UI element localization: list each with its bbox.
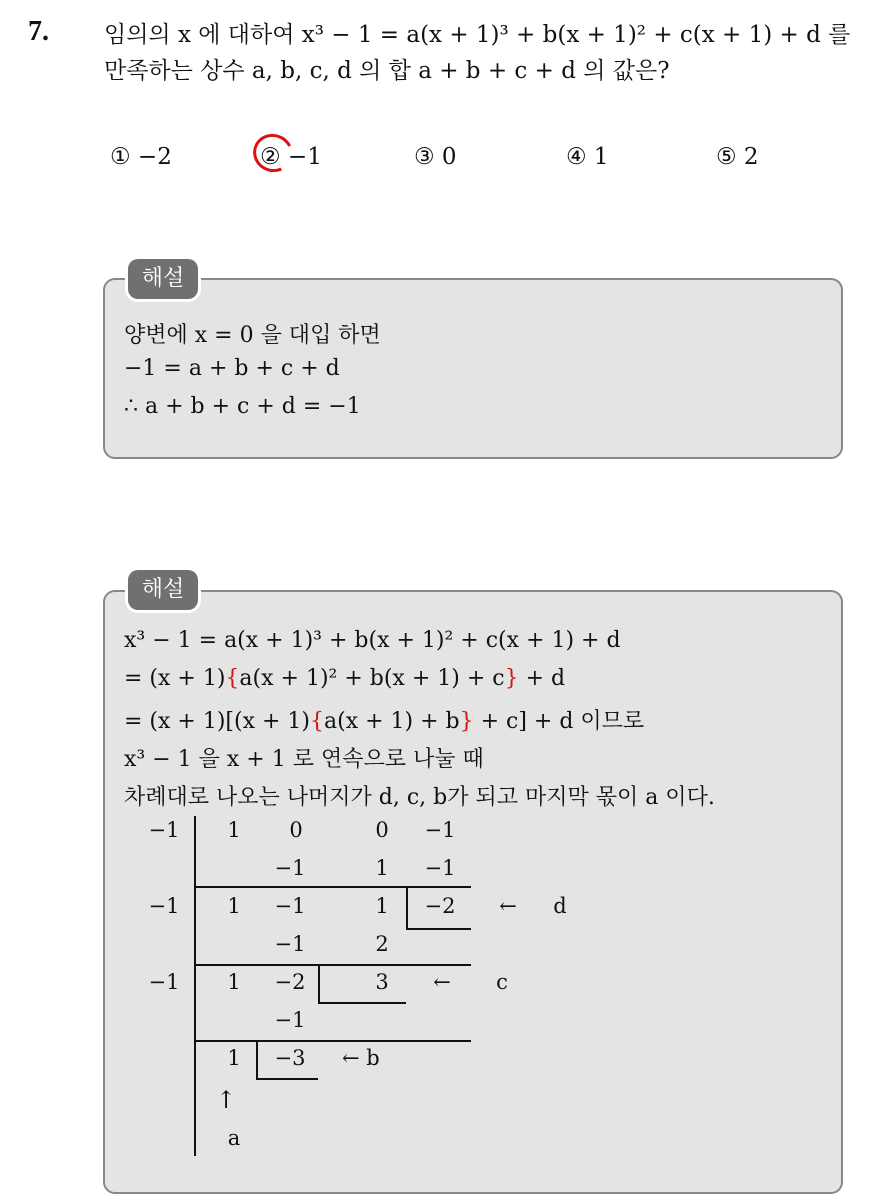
label-a: a bbox=[227, 1126, 241, 1150]
div-r3-remainder: −2 bbox=[424, 894, 456, 918]
red-brace-close: } bbox=[504, 666, 519, 691]
question-text-line2: 만족하는 상수 a, b, c, d 의 합 a + b + c + d 의 값은? bbox=[104, 58, 670, 84]
solution2-line-3 bbox=[124, 704, 644, 735]
div-r1-c3: 0 bbox=[375, 818, 389, 842]
remainder-bracket bbox=[318, 1002, 406, 1004]
arrow-left-icon: ← bbox=[433, 970, 451, 994]
arrow-left-icon: ← bbox=[499, 894, 517, 918]
line3-part-c: a(x + 1) + b bbox=[324, 709, 460, 734]
div-r2-c3: 1 bbox=[375, 856, 389, 880]
answer-mark-circle bbox=[248, 128, 299, 177]
choice-1[interactable]: ① −2 bbox=[110, 144, 172, 170]
div-r1-c4: −1 bbox=[424, 818, 456, 842]
solution2-line-2 bbox=[124, 666, 565, 691]
div-r6-c2: −1 bbox=[274, 1008, 306, 1032]
div-r7-quotient: 1 bbox=[227, 1046, 241, 1070]
division-vertical-bar bbox=[194, 816, 196, 1156]
question-number: 7. bbox=[28, 16, 49, 47]
solution-tag-1: 해설 bbox=[128, 259, 198, 299]
div-r4-c2: −1 bbox=[274, 932, 306, 956]
red-brace-open: { bbox=[225, 666, 240, 691]
choice-5[interactable]: ⑤ 2 bbox=[716, 144, 759, 170]
div-r5-remainder: 3 bbox=[375, 970, 389, 994]
remainder-bracket bbox=[256, 1042, 258, 1080]
div-r7-remainder: −3 bbox=[274, 1046, 306, 1070]
remainder-bracket bbox=[318, 966, 320, 1004]
question-text-line1: 임의의 x 에 대하여 x³ − 1 = a(x + 1)³ + b(x + 1)² + c(x + 1) + d 를 bbox=[104, 22, 851, 48]
label-b: ← b bbox=[342, 1046, 380, 1070]
label-c: c bbox=[496, 970, 508, 994]
line3-part-a: = (x + 1)[(x + 1) bbox=[124, 709, 310, 734]
solution1-line-2: −1 = a + b + c + d bbox=[124, 356, 340, 381]
choice-3[interactable]: ③ 0 bbox=[414, 144, 457, 170]
line3-part-e: + c] + d 이므로 bbox=[473, 709, 645, 734]
div-r5-c2: −2 bbox=[274, 970, 306, 994]
solution-tag-2: 해설 bbox=[128, 570, 198, 610]
div-r5-divisor: −1 bbox=[148, 970, 180, 994]
solution1-line-3: ∴ a + b + c + d = −1 bbox=[124, 394, 361, 419]
div-r2-c2: −1 bbox=[274, 856, 306, 880]
div-r4-c3: 2 bbox=[375, 932, 389, 956]
red-brace-open: { bbox=[310, 709, 324, 734]
div-r1-c1: 1 bbox=[227, 818, 241, 842]
solution2-line-5: 차례대로 나오는 나머지가 d, c, b가 되고 마지막 몫이 a 이다. bbox=[124, 785, 715, 810]
arrow-up-icon: ↑ bbox=[215, 1086, 237, 1114]
division-rule bbox=[195, 1040, 471, 1042]
choice-2[interactable]: ② −1 bbox=[260, 144, 322, 170]
solution2-line-1: x³ − 1 = a(x + 1)³ + b(x + 1)² + c(x + 1) + d bbox=[124, 628, 621, 653]
solution2-line-4: x³ − 1 을 x + 1 로 연속으로 나눌 때 bbox=[124, 747, 484, 772]
remainder-bracket bbox=[256, 1078, 318, 1080]
line2-part-a: = (x + 1) bbox=[124, 666, 226, 691]
div-r3-c2: −1 bbox=[274, 894, 306, 918]
division-rule bbox=[195, 964, 471, 966]
choice-4[interactable]: ④ 1 bbox=[566, 144, 609, 170]
div-r1-c2: 0 bbox=[289, 818, 303, 842]
line2-part-c: a(x + 1)² + b(x + 1) + c bbox=[239, 666, 505, 691]
div-r3-c1: 1 bbox=[227, 894, 241, 918]
label-d: d bbox=[553, 894, 567, 918]
line2-part-e: + d bbox=[518, 666, 566, 691]
red-brace-close: } bbox=[459, 709, 474, 734]
div-r2-c4: −1 bbox=[424, 856, 456, 880]
solution1-line-1: 양변에 x = 0 을 대입 하면 bbox=[124, 323, 381, 348]
division-rule bbox=[195, 886, 471, 888]
remainder-bracket bbox=[406, 928, 471, 930]
div-r3-c3: 1 bbox=[375, 894, 389, 918]
remainder-bracket bbox=[406, 888, 408, 930]
div-r1-divisor: −1 bbox=[148, 818, 180, 842]
div-r5-c1: 1 bbox=[227, 970, 241, 994]
div-r3-divisor: −1 bbox=[148, 894, 180, 918]
